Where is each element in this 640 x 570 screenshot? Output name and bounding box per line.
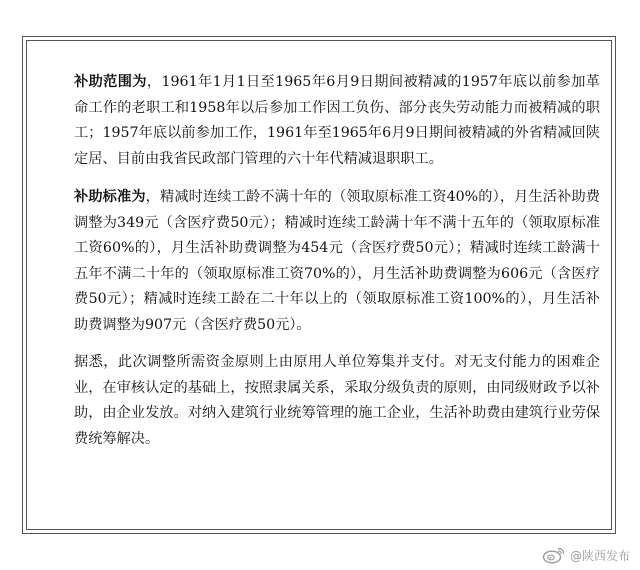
paragraph-scope [74, 70, 600, 172]
document-body [74, 70, 600, 452]
paragraph-standard [74, 185, 600, 338]
paragraph-funding [74, 350, 600, 452]
term-standard: 补助标准为 [74, 189, 146, 205]
weibo-icon [542, 546, 566, 564]
paragraph-scope-text: ，1961年1月1日至1965年6月9日期间被精减的1957年底以前参加革命工作的老职工和1958年以后参加工作因工负伤、部分丧失劳动能力而被精减的职工；1957年底以前参加工作，1961年至1965年6月9日期间被精减的外省精减回陕定居、目前由我省民政部门管理的六十年代精减退职职工。 [74, 74, 600, 167]
watermark-text: @陕西发布 [569, 548, 630, 563]
watermark [542, 546, 630, 564]
paragraph-standard-text: ，精减时连续工龄不满十年的（领取原标准工资40%的），月生活补助费调整为349元（含医疗费50元）；精减时连续工龄满十年不满十五年的（领取原标准工资60%的），月生活补助费调整为454元（含医疗费50元）；精减时连续工龄满十五年不满二十年的（领取原标准工资70%的），月生活补助费调整为606元（含医疗费50元）；精减时连续工龄在二十年以上的（领取原标准工资100%的），月生活补助费调整为907元（含医疗费50元）。 [74, 189, 600, 333]
term-scope: 补助范围为 [74, 74, 147, 90]
paragraph-funding-text: 据悉，此次调整所需资金原则上由原用人单位筹集并支付。对无支付能力的困难企业，在审核认定的基础上，按照隶属关系，采取分级负责的原则，由同级财政予以补助，由企业发放。对纳入建筑行业统筹管理的施工企业，生活补助费由建筑行业劳保费统筹解决。 [74, 354, 600, 447]
